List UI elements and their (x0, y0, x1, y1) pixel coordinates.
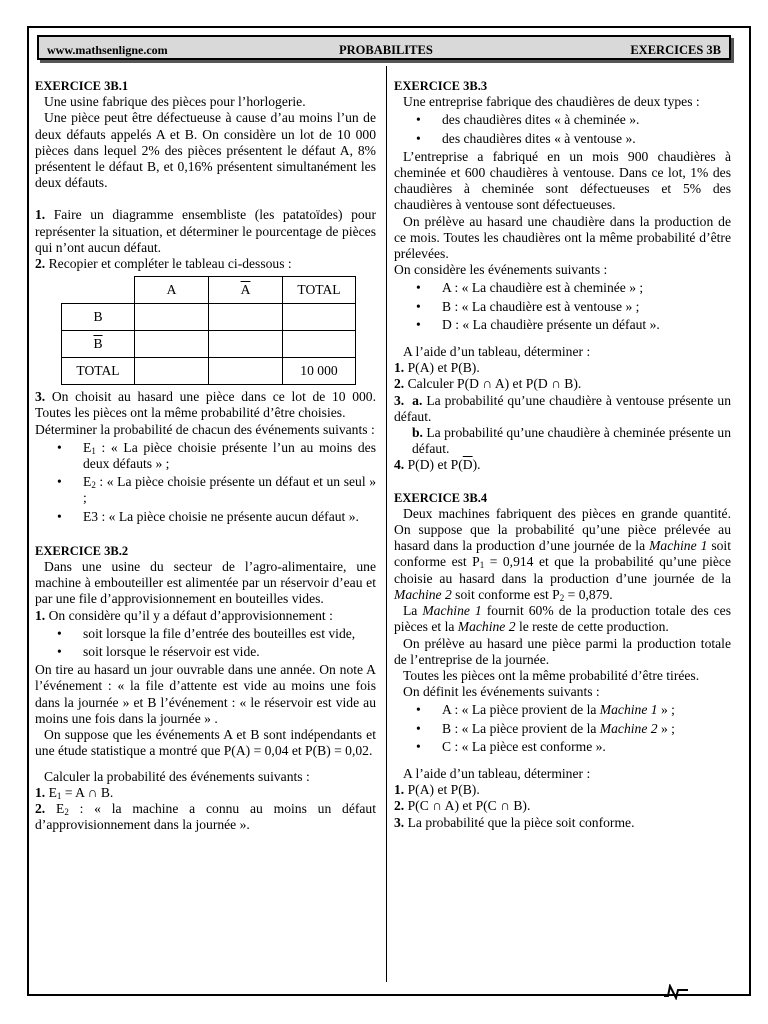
table-header-total: TOTAL (283, 277, 356, 304)
list-item: • soit lorsque la file d’entrée des bouteilles est vide, (35, 626, 376, 642)
frame-corner-mark (664, 984, 688, 1000)
ex3-events-intro: On considère les événements suivants : (394, 262, 608, 278)
ex1-question-1: 1. Faire un diagramme ensembliste (les patatoïdes) pour représenter la situation, et déterminer le pourcentage de pièces qui n’ont aucun défaut. (35, 207, 376, 255)
table-row-total: TOTAL (62, 358, 135, 385)
left-column (35, 78, 376, 833)
ex4-events-intro: On définit les événements suivants : (403, 684, 600, 700)
table-row-b-bar: $\overline{B}$ (62, 331, 135, 358)
ex4-question-1: 1. P(A) et P(B). (394, 782, 480, 798)
ex1-question-3: 3. On choisit au hasard une pièce dans ce lot de 10 000. Toutes les pièces ont la même probabilité d’être choisies. (35, 389, 376, 421)
table-row (62, 331, 356, 358)
list-item: • B : « La pièce provient de la Machine 2 » ; (394, 721, 731, 737)
list-item: • $E_1$ : « La pièce choisie présente l’un au moins des deux défauts » ; (35, 440, 376, 472)
ex2-instruction: Calculer la probabilité des événements suivants : (44, 768, 310, 784)
page-header (37, 35, 731, 60)
table-row-b: B (62, 304, 135, 331)
header-title: PROBABILITES (339, 43, 433, 57)
list-item: • $E_2$ : « La pièce choisie présente un défaut et un seul » ; (35, 474, 376, 506)
ex2-condition-list (35, 626, 376, 660)
ex2-question-1: 1. On considère qu’il y a défaut d’approvisionnement : (35, 607, 333, 623)
ex1-table (61, 276, 356, 385)
ex3-type-list (394, 112, 731, 146)
ex4-share: La Machine 1 fournit 60% de la production totale des ces pièces et la Machine 2 le reste de cette production. (394, 603, 731, 635)
list-item: • B : « La chaudière est à ventouse » ; (394, 299, 731, 315)
ex3-sampling: On prélève au hasard une chaudière dans la production de ce mois. Toutes les chaudières ont la même probabilité d’être prélevées. (394, 213, 731, 262)
ex4-sampling: On prélève au hasard une pièce parmi la production totale de l’entreprise de la journée. (394, 635, 731, 667)
table-header-a: A (135, 277, 209, 304)
list-item: • A : « La chaudière est à cheminée » ; (394, 280, 731, 296)
ex2-intro: Dans une usine du secteur de l’agro-alimentaire, une machine à embouteiller est alimentée par un réservoir d’eau et par une file d’approvisionnement en bouteilles vides. (35, 559, 376, 607)
table-row (62, 277, 356, 304)
table-header-a-bar: $\overline{A}$ (209, 277, 283, 304)
ex1-question-3-instruction: Déterminer la probabilité de chacun des événements suivants : (35, 421, 375, 437)
ex3-task-intro: A l’aide d’un tableau, déterminer : (403, 344, 591, 360)
list-item: • D : « La chaudière présente un défaut ». (394, 317, 731, 333)
table-row (62, 358, 356, 385)
ex2-events-definition: On tire au hasard un jour ouvrable dans une année. On note A l’événement : « la file d’attente est vide au moins une fois dans la journée » et B l’événement : « le réservoir est vide au moins une fois dans la journée » . (35, 662, 376, 726)
ex3-question-1: 1. P(A) et P(B). (394, 360, 480, 376)
ex4-question-2: 2. P(C ∩ A) et P(C ∩ B). (394, 798, 531, 814)
site-url[interactable]: www.mathsenligne.com (47, 43, 168, 57)
column-divider (386, 66, 387, 982)
exercise-3b4-title: EXERCICE 3B.4 (394, 490, 488, 505)
list-item: • soit lorsque le réservoir est vide. (35, 644, 376, 660)
exercise-3b1-title: EXERCICE 3B.1 (35, 79, 129, 93)
ex4-event-list (394, 702, 731, 755)
ex1-intro: Une usine fabrique des pièces pour l’horlogerie. (44, 94, 306, 110)
ex2-calc-2: 2. $E_2$ : « la machine a connu au moins un défaut d’approvisionnement dans la journée ». (35, 800, 376, 833)
ex3-intro: Une entreprise fabrique des chaudières de deux types : (403, 94, 700, 110)
ex2-calc-1: 1. $E_1 = A$ ∩ B. (35, 784, 114, 801)
list-item: • des chaudières dites « à cheminée ». (394, 112, 731, 128)
exercise-3b2-title: EXERCICE 3B.2 (35, 543, 129, 558)
ex1-statement: Une pièce peut être défectueuse à cause d’au moins l’un de deux défauts appelés A et B. On considère un lot de 10 000 pièces dans lequel 2% des pièces présentent le défaut A, 8% présentent le défaut B, et 0,16% présentent simultanément les deux défauts. (35, 110, 376, 191)
ex3-question-3b: b. La probabilité qu’une chaudière à cheminée présente un défaut. (412, 425, 731, 457)
ex1-event-list (35, 440, 376, 525)
ex3-question-4: 4. P(D) et $P(\overline{D})$. (394, 457, 481, 473)
list-item: • C : « La pièce est conforme ». (394, 739, 731, 755)
list-item: • des chaudières dites « à ventouse ». (394, 131, 731, 147)
ex1-question-2: 2. Recopier et compléter le tableau ci-dessous : (35, 256, 292, 272)
table-row (62, 304, 356, 331)
list-item: • A : « La pièce provient de la Machine 1 » ; (394, 702, 731, 718)
ex3-event-list (394, 280, 731, 333)
ex4-question-3: 3. La probabilité que la pièce soit conforme. (394, 814, 635, 830)
ex3-question-2: 2. Calculer P(D ∩ A) et P(D ∩ B). (394, 376, 582, 392)
list-item: • E3 : « La pièce choisie ne présente aucun défaut ». (35, 509, 376, 525)
ex3-question-3a: 3. a. La probabilité qu’une chaudière à ventouse présente un défaut. (394, 392, 731, 424)
ex4-equiprobable: Toutes les pièces ont la même probabilité d’être tirées. (403, 667, 700, 683)
ex3-production: L’entreprise a fabriqué en un mois 900 chaudières à cheminée et 600 chaudières à ventouse. Dans ce lot, 1% des chaudières à cheminée sont défectueuses et 5% des chaudières à ventouse sont défectueuses. (394, 148, 731, 213)
exercise-3b3-title: EXERCICE 3B.3 (394, 79, 488, 93)
ex4-task-intro: A l’aide d’un tableau, déterminer : (403, 765, 591, 781)
ex2-hypothesis: On suppose que les événements A et B sont indépendants et une étude statistique a montré que P(A) = 0,04 et P(B) = 0,02. (35, 727, 376, 759)
right-column (394, 78, 731, 831)
header-exercises: EXERCICES 3B (630, 43, 721, 57)
table-grand-total: 10 000 (283, 358, 356, 385)
ex4-statement: Deux machines fabriquent des pièces en grande quantité. On suppose que la probabilité qu’une pièce prélevée au hasard dans la production d’une journée de la Machine 1 soit conforme est $P_1 = 0,914$ et que la probabilité qu’une pièce choisie au hasard dans la production d’une journée de la Machine 2 soit conforme est $P_2 = 0,879$. (394, 505, 731, 603)
